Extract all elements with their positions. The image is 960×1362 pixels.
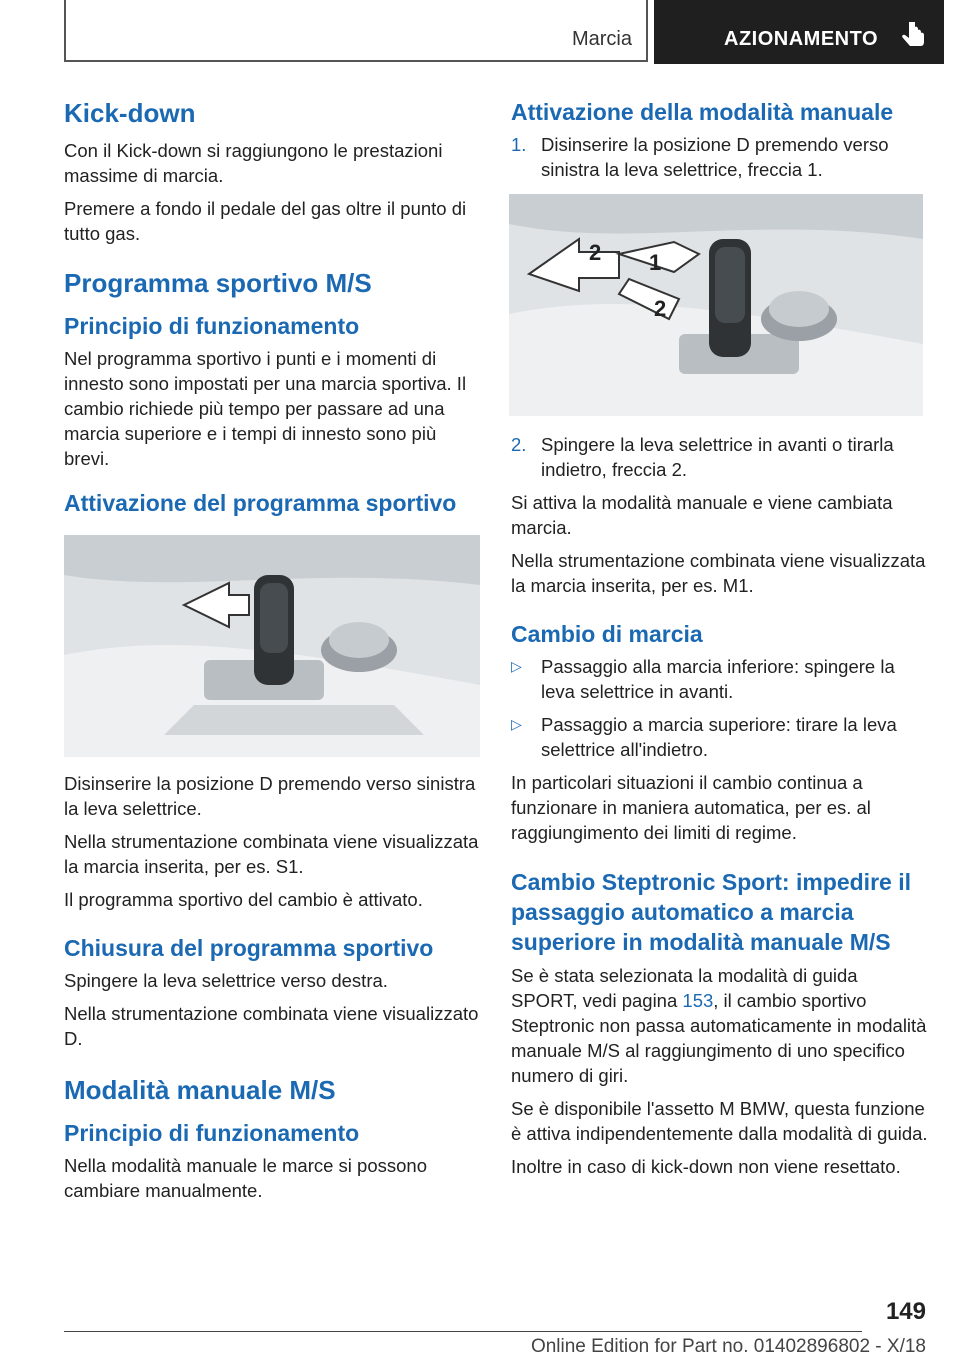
steptronic-heading: Cambio Steptronic Sport: impedire il passaggio automatico a marcia superiore in modalità manuale M/S	[511, 869, 911, 955]
activation-paragraph-3: Il programma sportivo del cambio è attivato.	[64, 889, 423, 910]
manual-activation-heading: Attivazione della modalità manuale	[511, 99, 894, 125]
manual-activated-paragraph: Si attiva la modalità manuale e viene cambiata marcia.	[511, 492, 893, 538]
list-item	[511, 654, 929, 704]
chapter-label: AZIONAMENTO	[724, 28, 879, 50]
section-label: Marcia	[571, 28, 632, 50]
hand-pointer-icon	[898, 22, 928, 52]
figure-label-2-bottom: 2	[654, 296, 667, 321]
closing-heading: Chiusura del programma sportivo	[64, 935, 434, 961]
steptronic-text-b: , il cambio sportivo Steptronic non passa automaticamente in modalità manuale M/S al raggiungimento di uno specifico numero di giri.	[511, 990, 927, 1086]
activation-paragraph-1: Disinserire la posizione D premendo verso sinistra la leva selettrice.	[64, 773, 476, 819]
manual-shift-illustration	[509, 194, 923, 416]
kickdown-paragraph-2: Premere a fondo il pedale del gas oltre il punto di tutto gas.	[64, 198, 467, 244]
principle-paragraph: Nel programma sportivo i punti e i momenti di innesto sono impostati per una marcia sportiva. Il cambio richiede più tempo per passare ad una marcia superiore e i tempi di innesto sono più brevi.	[64, 348, 467, 469]
closing-paragraph-2: Nella strumentazione combinata viene visualizzato D.	[64, 1003, 479, 1049]
sport-program-heading: Programma sportivo M/S	[64, 268, 372, 298]
step-list	[511, 132, 929, 182]
manual-mode-heading: Modalità manuale M/S	[64, 1075, 336, 1105]
closing-paragraph-1: Spingere la leva selettrice verso destra.	[64, 970, 388, 991]
steptronic-text-a: Se è stata selezionata la modalità di guida SPORT, vedi pagina	[511, 965, 858, 1011]
edition-footer: Online Edition for Part no. 01402896802 - X/18	[530, 1336, 926, 1357]
figure-label-2-top: 2	[589, 240, 602, 265]
manual-principle-paragraph: Nella modalità manuale le marce si possono cambiare manualmente.	[64, 1155, 427, 1201]
list-item	[511, 712, 929, 762]
list-item-text: Passaggio a marcia superiore: tirare la leva selettrice all'indietro.	[541, 714, 897, 760]
left-column	[64, 98, 482, 1211]
step-item	[511, 432, 929, 482]
step-number: 2.	[511, 434, 527, 455]
gear-selector-illustration	[64, 535, 480, 757]
manual-principle-heading: Principio di funzionamento	[64, 1120, 360, 1146]
page-number: 149	[885, 1298, 926, 1325]
steptronic-paragraph-1	[511, 963, 929, 1088]
figure-label-1: 1	[649, 250, 662, 275]
page-reference-link[interactable]: 153	[682, 990, 714, 1011]
right-column	[511, 98, 929, 1187]
activation-paragraph-2: Nella strumentazione combinata viene visualizzata la marcia inserita, per es. S1.	[64, 831, 479, 877]
step-item	[511, 132, 929, 182]
header-frame	[64, 0, 648, 62]
manual-display-paragraph: Nella strumentazione combinata viene visualizzata la marcia inserita, per es. M1.	[511, 550, 926, 596]
step-text: Spingere la leva selettrice in avanti o tirarla indietro, freccia 2.	[541, 434, 894, 480]
triangle-bullet-icon: ▷	[511, 658, 522, 674]
kickdown-paragraph-1: Con il Kick-down si raggiungono le prestazioni massime di marcia.	[64, 140, 443, 186]
kickdown-heading: Kick-down	[64, 98, 196, 128]
triangle-bullet-icon: ▷	[511, 716, 522, 732]
list-item-text: Passaggio alla marcia inferiore: spingere la leva selettrice in avanti.	[541, 656, 895, 702]
chapter-tab	[654, 0, 944, 64]
step-text: Disinserire la posizione D premendo verso sinistra la leva selettrice, freccia 1.	[541, 134, 889, 180]
step-number: 1.	[511, 134, 527, 155]
steptronic-paragraph-3: Inoltre in caso di kick-down non viene resettato.	[511, 1156, 901, 1177]
gear-change-paragraph: In particolari situazioni il cambio continua a funzionare in maniera automatica, per es. al raggiungimento dei limiti di regime.	[511, 772, 871, 843]
footer-divider	[64, 1331, 862, 1332]
gear-change-heading: Cambio di marcia	[511, 621, 703, 647]
principle-heading: Principio di funzionamento	[64, 313, 360, 339]
step-list-continued	[511, 432, 929, 482]
activation-heading: Attivazione del programma sportivo	[64, 490, 457, 516]
steptronic-paragraph-2: Se è disponibile l'assetto M BMW, questa funzione è attiva indipendentemente dalla modalità di guida.	[511, 1098, 928, 1144]
gear-change-list	[511, 654, 929, 762]
